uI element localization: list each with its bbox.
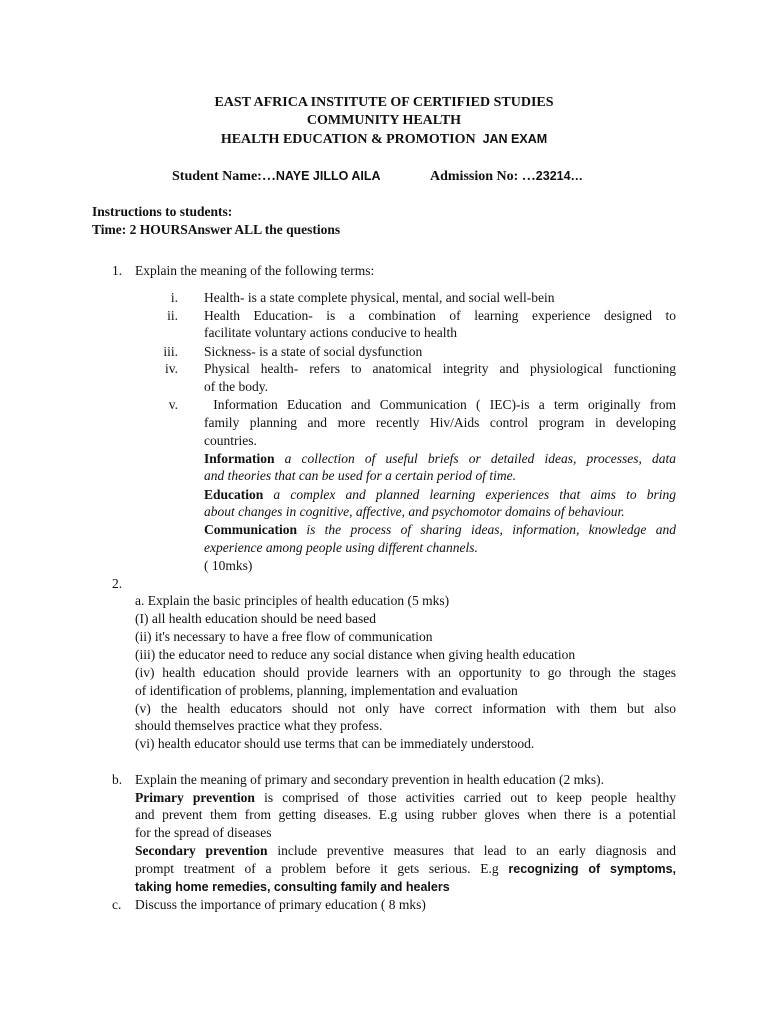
student-name-label: Student Name:…: [172, 169, 276, 184]
q1-item-line: Health- is a state complete physical, mental, and social well-bein: [204, 290, 555, 305]
primary-line: is comprised of those activities carried out to keep people healthy: [254, 790, 676, 805]
q2c-prompt: Discuss the importance of primary education ( 8 mks): [135, 897, 426, 912]
department-title: COMMUNITY HEALTH: [306, 113, 462, 128]
q1-item-numeral: i.: [170, 290, 178, 305]
q1-marks: ( 10mks): [204, 558, 253, 573]
q2a-line: should themselves practice what they profess.: [135, 718, 383, 733]
secondary-example: recognizing of symptoms,: [508, 862, 676, 876]
communication-term: Communication: [204, 522, 298, 537]
secondary-term: Secondary prevention: [135, 843, 268, 858]
q1-item-line: family planning and more recently Hiv/Aids control program in developing: [204, 415, 676, 430]
q1-item-line: facilitate voluntary actions conducive to health: [204, 325, 458, 340]
information-def-line: and theories that can be used for a certain period of time.: [204, 468, 516, 483]
q2a-line: of identification of problems, planning, implementation and evaluation: [135, 683, 518, 698]
q2a-line: (iv) health education should provide learners with an opportunity to go through the stages: [135, 665, 676, 680]
q2a-line: (ii) it's necessary to have a free flow of communication: [135, 629, 433, 644]
primary-prevention: [135, 789, 676, 807]
education-term: Education: [204, 487, 264, 502]
admission-line: [430, 167, 583, 186]
primary-line: for the spread of diseases: [135, 825, 272, 840]
primary-line: and prevent them from getting diseases. E.g using rubber gloves when there is a potential: [135, 807, 676, 822]
q2a-line: (v) the health educators should not only have correct information with them but also: [135, 701, 676, 716]
q1-number: 1.: [112, 263, 123, 278]
q1-item-line: of the body.: [204, 379, 268, 394]
secondary-prevention: [135, 842, 676, 860]
q1-item-line: countries.: [204, 433, 257, 448]
information-def-line: a collection of useful briefs or detailed ideas, processes, data: [274, 451, 676, 466]
education-definition: [204, 486, 676, 504]
q1-item-line: Health Education- is a combination of learning experience designed to: [204, 308, 676, 323]
course-title: [0, 130, 768, 149]
instructions-title: Instructions to students:: [92, 204, 233, 219]
course-name: HEALTH EDUCATION & PROMOTION: [220, 132, 476, 147]
q1-item-numeral: ii.: [167, 308, 178, 323]
exam-name: JAN EXAM: [482, 132, 548, 146]
q2a-line: (I) all health education should be need based: [135, 611, 377, 626]
communication-definition: [204, 521, 676, 539]
q2a-line: (vi) health educator should use terms that can be immediately understood.: [135, 736, 535, 751]
q2b-letter: b.: [112, 772, 123, 787]
education-def-line-2: [204, 503, 625, 521]
q2a-line: (iii) the educator need to reduce any social distance when giving health education: [135, 647, 576, 662]
secondary-line: include preventive measures that lead to an early diagnosis and: [267, 843, 676, 858]
information-definition: [204, 450, 676, 468]
q2-number: 2.: [112, 576, 123, 591]
student-name-line: [172, 167, 381, 186]
information-def-line-2: [204, 467, 516, 485]
time-line: Time: 2 HOURSAnswer ALL the questions: [92, 222, 341, 237]
education-def-line: about changes in cognitive, affective, and psychomotor domains of behaviour.: [204, 504, 625, 519]
institute-title: EAST AFRICA INSTITUTE OF CERTIFIED STUDIES: [214, 95, 554, 110]
q1-prompt: Explain the meaning of the following terms:: [135, 263, 375, 278]
admission-value: 23214…: [535, 169, 584, 183]
education-def-line: a complex and planned learning experiences that aims to bring: [263, 487, 676, 502]
q1-item-numeral: v.: [168, 397, 178, 412]
q1-item-numeral: iv.: [165, 361, 178, 376]
q2b-prompt: Explain the meaning of primary and secondary prevention in health education (2 mks).: [135, 772, 604, 787]
q1-item-line: Information Education and Communication ( IEC)-is a term originally from: [204, 397, 676, 412]
student-name-value: NAYE JILLO AILA: [275, 169, 381, 183]
q1-item-line: Sickness- is a state of social dysfunction: [204, 344, 423, 359]
information-term: Information: [204, 451, 275, 466]
secondary-line-2: [135, 860, 676, 878]
secondary-line: prompt treatment of a problem before it gets serious. E.g: [135, 861, 509, 876]
communication-def-line: is the process of sharing ideas, information, knowledge and: [297, 522, 676, 537]
primary-term: Primary prevention: [135, 790, 255, 805]
q2c-letter: c.: [112, 897, 122, 912]
secondary-example: taking home remedies, consulting family and healers: [135, 880, 450, 894]
communication-def-line-2: [204, 539, 478, 557]
q1-item-line: Physical health- refers to anatomical integrity and physiological functioning: [204, 361, 676, 376]
q1-item-numeral: iii.: [163, 344, 178, 359]
communication-def-line: experience among people using different channels.: [204, 540, 478, 555]
admission-label: Admission No: …: [430, 169, 536, 184]
q2a-line: a. Explain the basic principles of health education (5 mks): [135, 593, 450, 608]
